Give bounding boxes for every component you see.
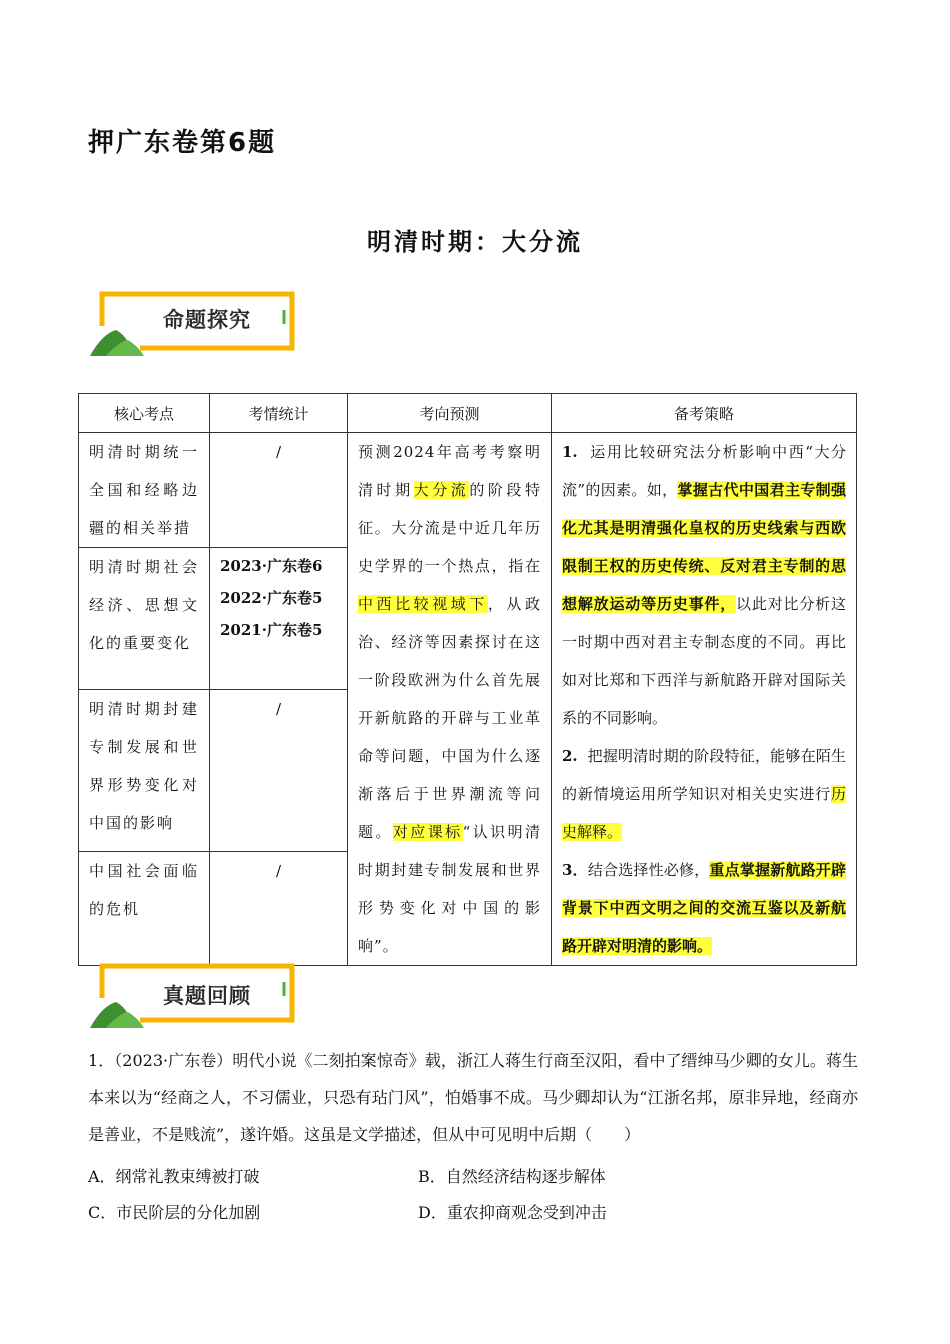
exam-analysis-table (78, 393, 857, 966)
strategy-text-1b: 以此对比分析这一时期中西对君主专制态度的不同。再比如对比郑和下西洋与新航路开辟对国际关系的不同影响。 (562, 595, 846, 727)
header-strategy: 备考策略 (552, 394, 857, 433)
prediction-highlight-1: 大分流 (413, 481, 470, 499)
badge-review (88, 962, 300, 1032)
option-c[interactable]: C．市民阶层的分化加剧 (88, 1203, 261, 1222)
strategy-num-1: 1. (562, 443, 578, 461)
table-row (79, 433, 857, 548)
stats-line: 2022·广东卷5 (220, 589, 323, 607)
prediction-highlight-3: 对应课标 (392, 823, 463, 841)
stats-cell: / (210, 433, 348, 548)
stats-line: 2023·广东卷6 (220, 557, 323, 575)
badge-review-label: 真题回顾 (163, 984, 251, 1008)
prediction-text-2: 的阶段特征。大分流是中近几年历史学界的一个热点，指在 (358, 481, 541, 575)
prediction-text-1: 预测2024年高考考察明清时期 (358, 443, 541, 499)
document-title: 押广东卷第6题 (88, 128, 277, 158)
strategy-text-2a: 把握明清时期的阶段特征，能够在陌生的新情境运用所学知识对相关史实进行 (562, 747, 846, 803)
strategy-highlight-3: 重点掌握新航路开辟背景下中西文明之间的交流互鉴以及新航路开辟对明清的影响。 (562, 861, 846, 955)
stats-cell: / (210, 852, 348, 966)
badge-explore (88, 290, 300, 360)
strategy-cell (552, 433, 857, 966)
badge-explore-label: 命题探究 (163, 308, 251, 332)
option-d[interactable]: D．重农抑商观念受到冲击 (418, 1203, 607, 1222)
table-header-row (79, 394, 857, 433)
prediction-text-4: “认识明清时期封建专制发展和世界形势变化对中国的影响”。 (358, 823, 541, 955)
prediction-cell (348, 433, 552, 966)
stats-line: 2021·广东卷5 (220, 621, 323, 639)
header-prediction: 考向预测 (348, 394, 552, 433)
header-core-topic: 核心考点 (79, 394, 210, 433)
stats-cell (210, 548, 348, 690)
strategy-text-3a: 结合选择性必修， (587, 861, 710, 879)
option-b[interactable]: B．自然经济结构逐步解体 (418, 1167, 606, 1186)
strategy-num-3: 3． (562, 861, 588, 879)
question-stem: 1．（2023·广东卷）明代小说《二刻拍案惊奇》载，浙江人蒋生行商至汉阳，看中了缙绅马少卿的女儿。蒋生本来以为“经商之人，不习儒业，只恐有玷门风”，怕婚事不成。马少卿却认为“江浙名邦，原非异地，经商亦是善业，不是贱流”，遂许婚。这虽是文学描述，但从中可见明中后期（ ） (88, 1051, 858, 1144)
header-stats: 考情统计 (210, 394, 348, 433)
strategy-text-1a: 运用比较研究法分析影响中西“大分流”的因素。如， (562, 443, 846, 499)
option-a[interactable]: A．纲常礼教束缚被打破 (88, 1167, 260, 1186)
prediction-highlight-2: 中西比较视域下 (358, 595, 488, 613)
topic-cell: 明清时期社会经济、思想文化的重要变化 (79, 548, 210, 690)
topic-cell: 中国社会面临的危机 (79, 852, 210, 966)
strategy-highlight-1: 掌握古代中国君主专制强化尤其是明清强化皇权的历史线索与西欧限制王权的历史传统、反对君主专制的思想解放运动等历史事件， (562, 481, 846, 613)
stats-cell: / (210, 690, 348, 852)
topic-cell: 明清时期统一全国和经略边疆的相关举措 (79, 433, 210, 548)
strategy-highlight-2: 历史解释。 (562, 785, 846, 841)
prediction-text-3: ，从政治、经济等因素探讨在这一阶段欧洲为什么首先展开新航路的开辟与工业革命等问题，中国为什么逐渐落后于世界潮流等问题。 (358, 595, 541, 841)
section-subtitle: 明清时期：大分流 (367, 228, 583, 256)
strategy-num-2: 2. (562, 747, 578, 765)
topic-cell: 明清时期封建专制发展和世界形势变化对中国的影响 (79, 690, 210, 852)
